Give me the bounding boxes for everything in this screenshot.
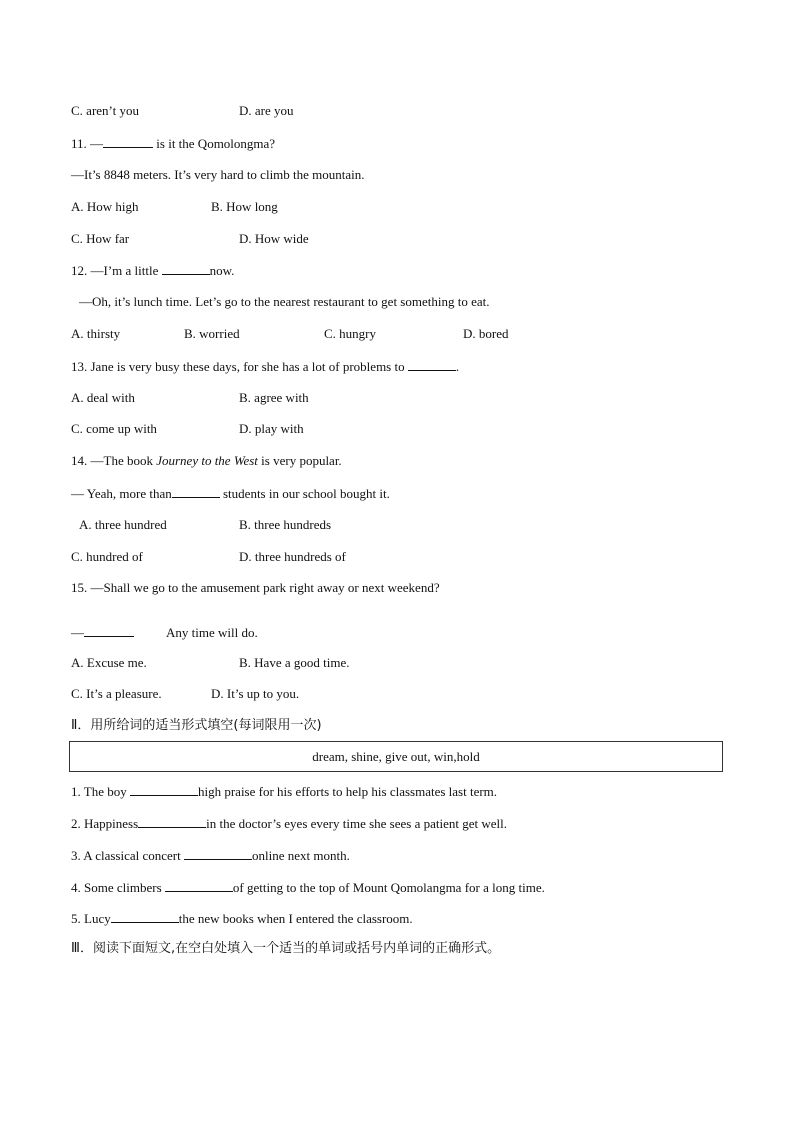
q14-reply (71, 485, 390, 502)
q15-stem: 15. —Shall we go to the amusement park right away or next weekend? (71, 580, 440, 595)
s2-item-1-pre: 1. The boy (71, 784, 130, 799)
q11-stem-post: is it the Qomolongma? (153, 136, 276, 151)
s2-item-1 (71, 783, 497, 800)
q12-option-a: A. thirsty (71, 326, 121, 341)
q14-option-b: B. three hundreds (239, 517, 332, 532)
s2-item-2-post: in the doctor’s eyes every time she sees a patient get well. (206, 816, 507, 831)
q12-stem-post: now. (209, 263, 235, 278)
q12-stem (71, 262, 234, 279)
q10-option-d: D. are you (239, 103, 294, 118)
q11-stem-pre: 11. — (71, 136, 104, 151)
q14-reply-post: students in our school bought it. (219, 486, 390, 501)
q13-option-b: B. agree with (239, 390, 309, 405)
q11-stem (71, 135, 275, 152)
word-bank-box (69, 741, 723, 772)
s2-item-4-blank (165, 879, 233, 892)
s2-item-1-blank (130, 783, 198, 796)
s2-item-5-pre: 5. Lucy (71, 911, 111, 926)
q12-option-c: C. hungry (324, 326, 376, 341)
q13-stem-pre: 13. Jane is very busy these days, for she has a lot of problems to (71, 359, 408, 374)
q14-option-d: D. three hundreds of (239, 549, 346, 564)
q13-option-c: C. come up with (71, 421, 157, 436)
q11-reply: —It’s 8848 meters. It’s very hard to climb the mountain. (71, 167, 365, 182)
q14-stem-post: is very popular. (257, 453, 342, 468)
q14-blank (172, 485, 220, 498)
s2-item-4 (71, 879, 545, 896)
word-bank: dream, shine, give out, win,hold (312, 748, 480, 764)
s2-item-3-post: online next month. (252, 848, 350, 863)
q15-reply-pre: — (71, 625, 84, 640)
q12-reply: —Oh, it’s lunch time. Let’s go to the nearest restaurant to get something to eat. (79, 294, 490, 309)
q15-reply (71, 624, 258, 641)
q12-option-d: D. bored (463, 326, 509, 341)
q12-option-b: B. worried (184, 326, 240, 341)
s2-item-4-pre: 4. Some climbers (71, 880, 165, 895)
q13-stem (71, 358, 459, 375)
s2-item-4-post: of getting to the top of Mount Qomolangma for a long time. (232, 880, 545, 895)
q13-blank (408, 358, 456, 371)
s2-item-5 (71, 910, 413, 927)
q14-book-title: Journey to the West (156, 453, 258, 468)
q14-stem (71, 453, 342, 469)
q15-option-d: D. It’s up to you. (211, 686, 300, 701)
q15-blank (84, 624, 134, 637)
q15-option-a: A. Excuse me. (71, 655, 147, 670)
q14-reply-pre: — Yeah, more than (71, 486, 172, 501)
q14-option-a: A. three hundred (79, 517, 167, 532)
q12-stem-pre: 12. —I’m a little (71, 263, 162, 278)
s2-item-3 (71, 847, 350, 864)
q13-option-d: D. play with (239, 421, 304, 436)
q15-option-c: C. It’s a pleasure. (71, 686, 162, 701)
s2-item-2 (71, 815, 507, 832)
q12-blank (162, 262, 210, 275)
q10-option-c: C. aren’t you (71, 103, 139, 118)
s2-item-5-blank (111, 910, 179, 923)
q11-option-a: A. How high (71, 199, 139, 214)
s2-item-2-pre: 2. Happiness (71, 816, 139, 831)
q13-stem-post: . (455, 359, 460, 374)
s2-item-1-post: high praise for his efforts to help his classmates last term. (197, 784, 498, 799)
q15-option-b: B. Have a good time. (239, 655, 350, 670)
q15-reply-post: Any time will do. (166, 625, 258, 640)
q11-blank (103, 135, 153, 148)
s2-item-2-blank (138, 815, 206, 828)
section3-title: Ⅲ．阅读下面短文,在空白处填入一个适当的单词或括号内单词的正确形式。 (71, 941, 501, 956)
s2-item-5-post: the new books when I entered the classroom. (178, 911, 413, 926)
q13-option-a: A. deal with (71, 390, 135, 405)
q11-option-c: C. How far (71, 231, 130, 246)
q11-option-b: B. How long (211, 199, 278, 214)
s2-item-3-pre: 3. A classical concert (71, 848, 184, 863)
q11-option-d: D. How wide (239, 231, 309, 246)
s2-item-3-blank (184, 847, 252, 860)
q14-stem-pre: 14. —The book (71, 453, 157, 468)
q14-option-c: C. hundred of (71, 549, 143, 564)
section2-title: Ⅱ．用所给词的适当形式填空(每词限用一次) (71, 718, 322, 733)
